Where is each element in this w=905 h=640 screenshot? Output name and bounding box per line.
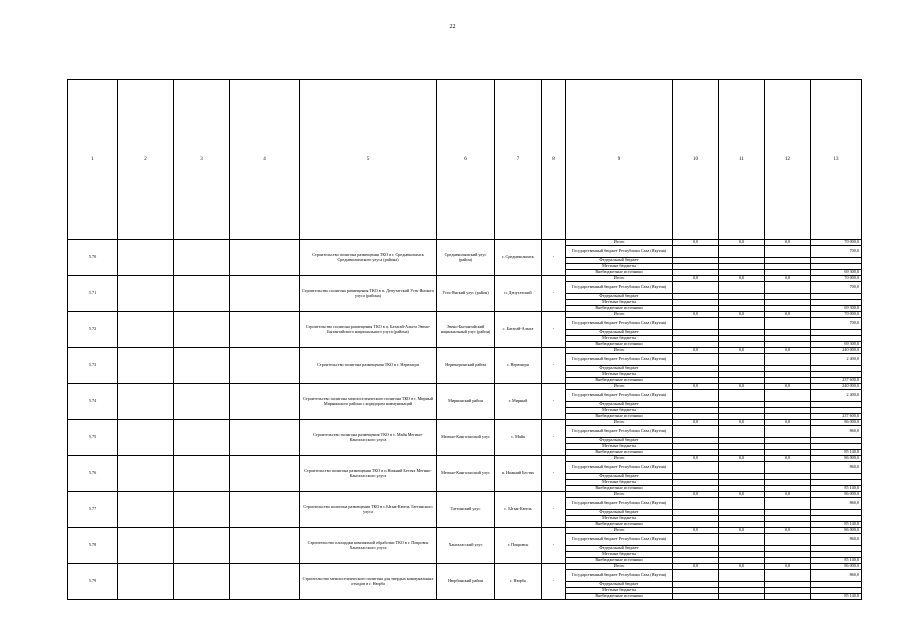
project-district: Усть-Янский улус (район) xyxy=(437,276,495,312)
funding-source: Итого xyxy=(566,564,673,570)
header-cell: 7 xyxy=(495,80,542,240)
amount-col11: 0,0 xyxy=(719,384,765,390)
amount-col10: 0,0 xyxy=(673,240,719,246)
funding-source: Федеральный бюджет xyxy=(566,474,673,480)
project-settlement: г. Мирный xyxy=(495,384,542,420)
project-district: Таттинский улус xyxy=(437,492,495,528)
amount-col11: 0,0 xyxy=(719,312,765,318)
empty-cell xyxy=(673,282,719,294)
empty-cell xyxy=(230,528,300,564)
project-district: Среднеколымский улус (район) xyxy=(437,240,495,276)
empty-cell xyxy=(174,348,230,384)
amount-col10: 0,0 xyxy=(673,384,719,390)
project-name: Строительство полигона размещения ТКО в с. Майя Мегино-Кангаласского улуса xyxy=(300,420,437,456)
project-number: 5.70 xyxy=(68,240,118,276)
empty-cell xyxy=(230,384,300,420)
empty-cell xyxy=(174,420,230,456)
empty-cell xyxy=(174,564,230,600)
amount-col11: 0,0 xyxy=(719,528,765,534)
amount-offbudget: 85 140,0 xyxy=(811,594,862,600)
empty-cell xyxy=(174,312,230,348)
empty-cell xyxy=(230,240,300,276)
amount-col12: 0,0 xyxy=(765,420,811,426)
funding-source: Государственный бюджет Республики Саха (Якутия) xyxy=(566,390,673,402)
empty-cell xyxy=(174,276,230,312)
empty-cell xyxy=(673,354,719,366)
project-name: Строительство полигона размещения ТКО в г. Нерюнгри xyxy=(300,348,437,384)
empty-cell xyxy=(673,246,719,258)
amount-col12: 0,0 xyxy=(765,240,811,246)
empty-cell xyxy=(765,390,811,402)
project-col8: - xyxy=(542,276,566,312)
funding-source: Внебюджетные источники xyxy=(566,306,673,312)
empty-cell xyxy=(118,528,174,564)
empty-cell xyxy=(719,246,765,258)
amount-state-budget: 860,0 xyxy=(811,426,862,438)
funding-source: Внебюджетные источники xyxy=(566,594,673,600)
funding-source: Внебюджетные источники xyxy=(566,414,673,420)
project-settlement: п. Депутатский xyxy=(495,276,542,312)
funding-source: Федеральный бюджет xyxy=(566,546,673,552)
empty-cell xyxy=(174,528,230,564)
amount-col11: 0,0 xyxy=(719,348,765,354)
amount-col12: 0,0 xyxy=(765,528,811,534)
project-settlement: п. Нижний Бестях xyxy=(495,456,542,492)
amount-col10: 0,0 xyxy=(673,420,719,426)
funding-source: Итого xyxy=(566,456,673,462)
amount-col12: 0,0 xyxy=(765,276,811,282)
funding-source: Федеральный бюджет xyxy=(566,294,673,300)
empty-cell xyxy=(174,456,230,492)
empty-cell xyxy=(118,384,174,420)
project-number: 5.73 xyxy=(68,348,118,384)
empty-cell xyxy=(118,240,174,276)
amount-offbudget: 237 600,0 xyxy=(811,414,862,420)
empty-cell xyxy=(118,492,174,528)
amount-col12: 0,0 xyxy=(765,456,811,462)
project-district: Нерюнгринский район xyxy=(437,348,495,384)
funding-source: Местные бюджеты xyxy=(566,336,673,342)
empty-cell xyxy=(174,240,230,276)
project-col8: - xyxy=(542,312,566,348)
funding-source: Местные бюджеты xyxy=(566,480,673,486)
project-district: Мегино-Кангаласский улус xyxy=(437,420,495,456)
funding-source: Итого xyxy=(566,312,673,318)
project-number: 5.77 xyxy=(68,492,118,528)
amount-total: 70 000,0 xyxy=(811,240,862,246)
empty-cell xyxy=(673,426,719,438)
amount-col12: 0,0 xyxy=(765,312,811,318)
empty-cell xyxy=(719,594,765,600)
amount-col10: 0,0 xyxy=(673,348,719,354)
amount-col11: 0,0 xyxy=(719,276,765,282)
amount-col10: 0,0 xyxy=(673,276,719,282)
funding-source: Федеральный бюджет xyxy=(566,366,673,372)
empty-cell xyxy=(719,570,765,582)
empty-cell xyxy=(673,534,719,546)
project-col8: - xyxy=(542,420,566,456)
project-col8: - xyxy=(542,564,566,600)
empty-cell xyxy=(719,282,765,294)
amount-offbudget: 85 140,0 xyxy=(811,486,862,492)
amount-offbudget: 69 300,0 xyxy=(811,270,862,276)
empty-cell xyxy=(118,564,174,600)
empty-cell xyxy=(719,498,765,510)
amount-state-budget: 2 400,0 xyxy=(811,390,862,402)
funding-source: Внебюджетные источники xyxy=(566,486,673,492)
funding-source: Внебюджетные источники xyxy=(566,270,673,276)
funding-source: Федеральный бюджет xyxy=(566,510,673,516)
header-cell: 1 xyxy=(68,80,118,240)
project-name: Строительство полигона размещения ТКО в п.Нижний Бестях Мегино-Кангаласского улуса xyxy=(300,456,437,492)
project-col8: - xyxy=(542,456,566,492)
project-number: 5.71 xyxy=(68,276,118,312)
funding-source: Местные бюджеты xyxy=(566,264,673,270)
amount-offbudget: 69 300,0 xyxy=(811,306,862,312)
funding-source: Внебюджетные источники xyxy=(566,378,673,384)
empty-cell xyxy=(765,318,811,330)
funding-source: Итого xyxy=(566,276,673,282)
project-col8: - xyxy=(542,528,566,564)
empty-cell xyxy=(118,312,174,348)
project-name: Строительство межпоселенческого полигона для твердых коммунальных отходов в г. Нюрба xyxy=(300,564,437,600)
empty-cell xyxy=(765,594,811,600)
funding-source: Государственный бюджет Республики Саха (Якутия) xyxy=(566,318,673,330)
amount-col11: 0,0 xyxy=(719,492,765,498)
empty-cell xyxy=(765,354,811,366)
project-settlement: г. Среднеколымск xyxy=(495,240,542,276)
funding-source: Федеральный бюджет xyxy=(566,330,673,336)
amount-total: 240 000,0 xyxy=(811,384,862,390)
amount-state-budget: 700,0 xyxy=(811,282,862,294)
empty-cell xyxy=(673,594,719,600)
amount-col12: 0,0 xyxy=(765,564,811,570)
funding-source: Федеральный бюджет xyxy=(566,582,673,588)
amount-total: 240 000,0 xyxy=(811,348,862,354)
funding-source: Государственный бюджет Республики Саха (Якутия) xyxy=(566,282,673,294)
amount-col12: 0,0 xyxy=(765,492,811,498)
funding-source: Государственный бюджет Республики Саха (Якутия) xyxy=(566,462,673,474)
empty-cell xyxy=(765,282,811,294)
project-district: Мирнинский район xyxy=(437,384,495,420)
project-settlement: г. Нерюнгри xyxy=(495,348,542,384)
project-col8: - xyxy=(542,240,566,276)
empty-cell xyxy=(673,570,719,582)
header-cell: 2 xyxy=(118,80,174,240)
header-cell: 13 xyxy=(811,80,862,240)
funding-source: Итого xyxy=(566,528,673,534)
amount-offbudget: 69 300,0 xyxy=(811,342,862,348)
amount-total: 86 000,0 xyxy=(811,564,862,570)
empty-cell xyxy=(230,312,300,348)
empty-cell xyxy=(765,462,811,474)
amount-state-budget: 860,0 xyxy=(811,462,862,474)
empty-cell xyxy=(673,462,719,474)
funding-source: Государственный бюджет Республики Саха (Якутия) xyxy=(566,498,673,510)
empty-cell xyxy=(719,318,765,330)
empty-cell xyxy=(765,498,811,510)
project-number: 5.76 xyxy=(68,456,118,492)
funding-source: Итого xyxy=(566,384,673,390)
amount-state-budget: 860,0 xyxy=(811,498,862,510)
header-cell: 11 xyxy=(719,80,765,240)
funding-source: Внебюджетные источники xyxy=(566,558,673,564)
amount-col10: 0,0 xyxy=(673,492,719,498)
header-cell: 9 xyxy=(566,80,673,240)
financing-table xyxy=(67,79,862,600)
amount-col11: 0,0 xyxy=(719,420,765,426)
amount-offbudget: 85 140,0 xyxy=(811,450,862,456)
project-name: Строительство полигона размещения ТКО в г. Среднеколымск Среднеколымского улуса (района) xyxy=(300,240,437,276)
funding-source: Местные бюджеты xyxy=(566,300,673,306)
project-district: Мегино-Кангаласский улус xyxy=(437,456,495,492)
empty-cell xyxy=(174,384,230,420)
funding-source: Государственный бюджет Республики Саха (Якутия) xyxy=(566,246,673,258)
amount-col10: 0,0 xyxy=(673,528,719,534)
empty-cell xyxy=(673,390,719,402)
project-name: Строительство полигона размещения ТКО в п. Батагай-Алыта Эвено-Бытантайского национального улуса (района) xyxy=(300,312,437,348)
amount-total: 70 000,0 xyxy=(811,312,862,318)
funding-source: Государственный бюджет Республики Саха (Якутия) xyxy=(566,570,673,582)
amount-total: 86 000,0 xyxy=(811,456,862,462)
amount-state-budget: 2 400,0 xyxy=(811,354,862,366)
empty-cell xyxy=(719,354,765,366)
project-name: Строительство площадки компактной обработки ТКО в г. Покровск Хангаласского улуса xyxy=(300,528,437,564)
funding-source: Федеральный бюджет xyxy=(566,258,673,264)
project-settlement: с. Майя xyxy=(495,420,542,456)
empty-cell xyxy=(118,420,174,456)
project-col8: - xyxy=(542,348,566,384)
amount-state-budget: 700,0 xyxy=(811,246,862,258)
empty-cell xyxy=(765,246,811,258)
project-number: 5.72 xyxy=(68,312,118,348)
empty-cell xyxy=(230,492,300,528)
project-settlement: с. Батагай-Алыта xyxy=(495,312,542,348)
empty-cell xyxy=(230,348,300,384)
empty-cell xyxy=(719,426,765,438)
empty-cell xyxy=(230,456,300,492)
header-cell: 12 xyxy=(765,80,811,240)
page-number: 22 xyxy=(449,24,456,30)
amount-col10: 0,0 xyxy=(673,564,719,570)
empty-cell xyxy=(719,390,765,402)
amount-col10: 0,0 xyxy=(673,312,719,318)
project-number: 5.78 xyxy=(68,528,118,564)
amount-state-budget: 860,0 xyxy=(811,570,862,582)
header-cell: 5 xyxy=(300,80,437,240)
project-name: Строительство полигона размещения ТКО в п. Депутатский Усть-Янского улуса (района) xyxy=(300,276,437,312)
amount-offbudget: 85 140,0 xyxy=(811,522,862,528)
funding-source: Местные бюджеты xyxy=(566,588,673,594)
funding-source: Местные бюджеты xyxy=(566,516,673,522)
header-cell: 6 xyxy=(437,80,495,240)
funding-source: Федеральный бюджет xyxy=(566,438,673,444)
amount-offbudget: 85 140,0 xyxy=(811,558,862,564)
project-district: Хангаласский улус xyxy=(437,528,495,564)
project-district: Нюрбинский район xyxy=(437,564,495,600)
project-col8: - xyxy=(542,384,566,420)
funding-source: Итого xyxy=(566,240,673,246)
empty-cell xyxy=(673,498,719,510)
amount-state-budget: 860,0 xyxy=(811,534,862,546)
header-row xyxy=(68,80,862,240)
funding-source: Местные бюджеты xyxy=(566,372,673,378)
funding-source: Итого xyxy=(566,420,673,426)
empty-cell xyxy=(719,534,765,546)
empty-cell xyxy=(673,318,719,330)
empty-cell xyxy=(230,564,300,600)
header-cell: 10 xyxy=(673,80,719,240)
funding-source: Государственный бюджет Республики Саха (Якутия) xyxy=(566,426,673,438)
funding-source: Государственный бюджет Республики Саха (Якутия) xyxy=(566,354,673,366)
funding-source: Местные бюджеты xyxy=(566,408,673,414)
funding-source: Государственный бюджет Республики Саха (Якутия) xyxy=(566,534,673,546)
project-number: 5.79 xyxy=(68,564,118,600)
amount-offbudget: 237 600,0 xyxy=(811,378,862,384)
project-settlement: г. Нюрба xyxy=(495,564,542,600)
amount-col12: 0,0 xyxy=(765,384,811,390)
project-name: Строительство полигона размещения ТКО в с.Ытык-Кюель Таттинского улуса xyxy=(300,492,437,528)
amount-col11: 0,0 xyxy=(719,564,765,570)
funding-source: Внебюджетные источники xyxy=(566,342,673,348)
project-col8: - xyxy=(542,492,566,528)
funding-source: Федеральный бюджет xyxy=(566,402,673,408)
empty-cell xyxy=(765,426,811,438)
amount-state-budget: 700,0 xyxy=(811,318,862,330)
header-cell: 8 xyxy=(542,80,566,240)
funding-source: Внебюджетные источники xyxy=(566,450,673,456)
header-cell: 3 xyxy=(174,80,230,240)
project-name: Строительство полигона межпоселенческого полигона ТКО в г. Мирный Мирнинского района с коридором коммуникаций xyxy=(300,384,437,420)
empty-cell xyxy=(118,456,174,492)
empty-cell xyxy=(765,570,811,582)
empty-cell xyxy=(118,348,174,384)
funding-source: Итого xyxy=(566,348,673,354)
amount-total: 86 000,0 xyxy=(811,420,862,426)
empty-cell xyxy=(118,276,174,312)
project-number: 5.75 xyxy=(68,420,118,456)
empty-cell xyxy=(230,420,300,456)
empty-cell xyxy=(765,534,811,546)
amount-col12: 0,0 xyxy=(765,348,811,354)
funding-source: Местные бюджеты xyxy=(566,444,673,450)
amount-total: 70 000,0 xyxy=(811,276,862,282)
empty-cell xyxy=(230,276,300,312)
amount-total: 86 000,0 xyxy=(811,492,862,498)
amount-total: 86 000,0 xyxy=(811,528,862,534)
amount-col11: 0,0 xyxy=(719,456,765,462)
funding-source: Итого xyxy=(566,492,673,498)
empty-cell xyxy=(174,492,230,528)
project-district: Эвено-Бытантайский национальный улус (район) xyxy=(437,312,495,348)
project-settlement: г. Покровск xyxy=(495,528,542,564)
project-number: 5.74 xyxy=(68,384,118,420)
project-settlement: с. Ытык-Кюель xyxy=(495,492,542,528)
empty-cell xyxy=(719,462,765,474)
header-cell: 4 xyxy=(230,80,300,240)
funding-source: Местные бюджеты xyxy=(566,552,673,558)
amount-col10: 0,0 xyxy=(673,456,719,462)
amount-col11: 0,0 xyxy=(719,240,765,246)
funding-source: Внебюджетные источники xyxy=(566,522,673,528)
